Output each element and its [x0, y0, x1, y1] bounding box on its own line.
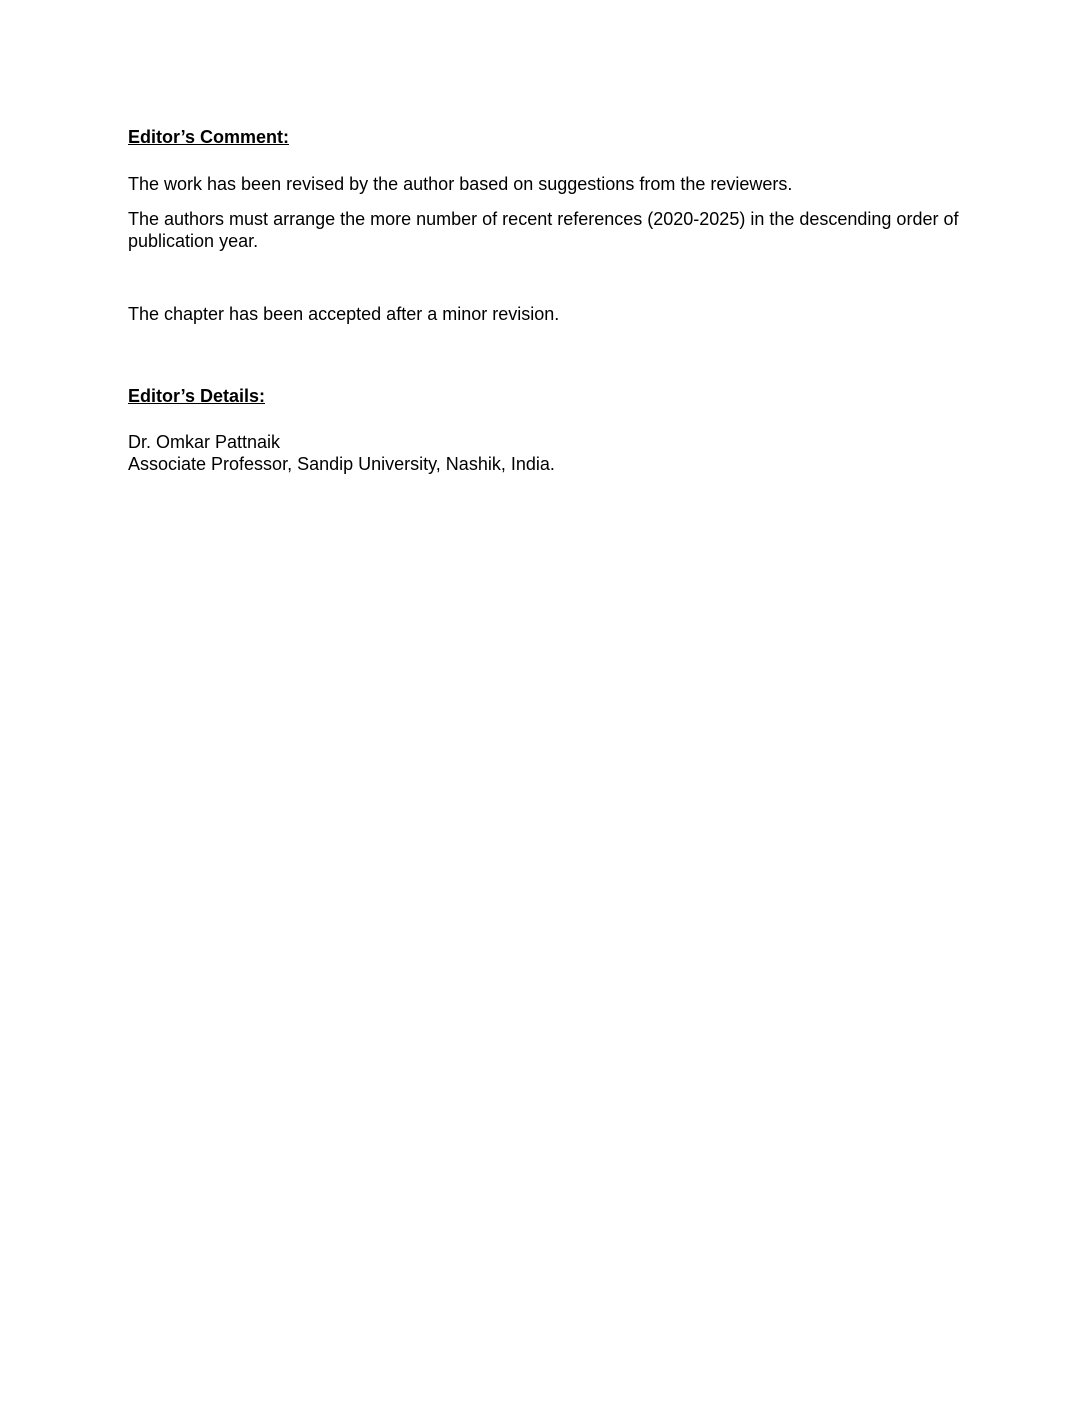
- document-content: [128, 126, 968, 475]
- editor-affiliation: Associate Professor, Sandip University, Nashik, India.: [128, 454, 555, 474]
- comment-paragraph-revised: The work has been revised by the author based on suggestions from the reviewers.: [128, 174, 793, 194]
- editors-details-heading: Editor’s Details:: [128, 386, 266, 406]
- editors-comment-heading: Editor’s Comment:: [128, 127, 290, 147]
- editor-name: Dr. Omkar Pattnaik: [128, 432, 281, 452]
- comment-paragraph-accepted: The chapter has been accepted after a minor revision.: [128, 304, 560, 324]
- comment-paragraph-references: The authors must arrange the more number of recent references (2020-2025) in the descending order of publication year.: [128, 209, 959, 251]
